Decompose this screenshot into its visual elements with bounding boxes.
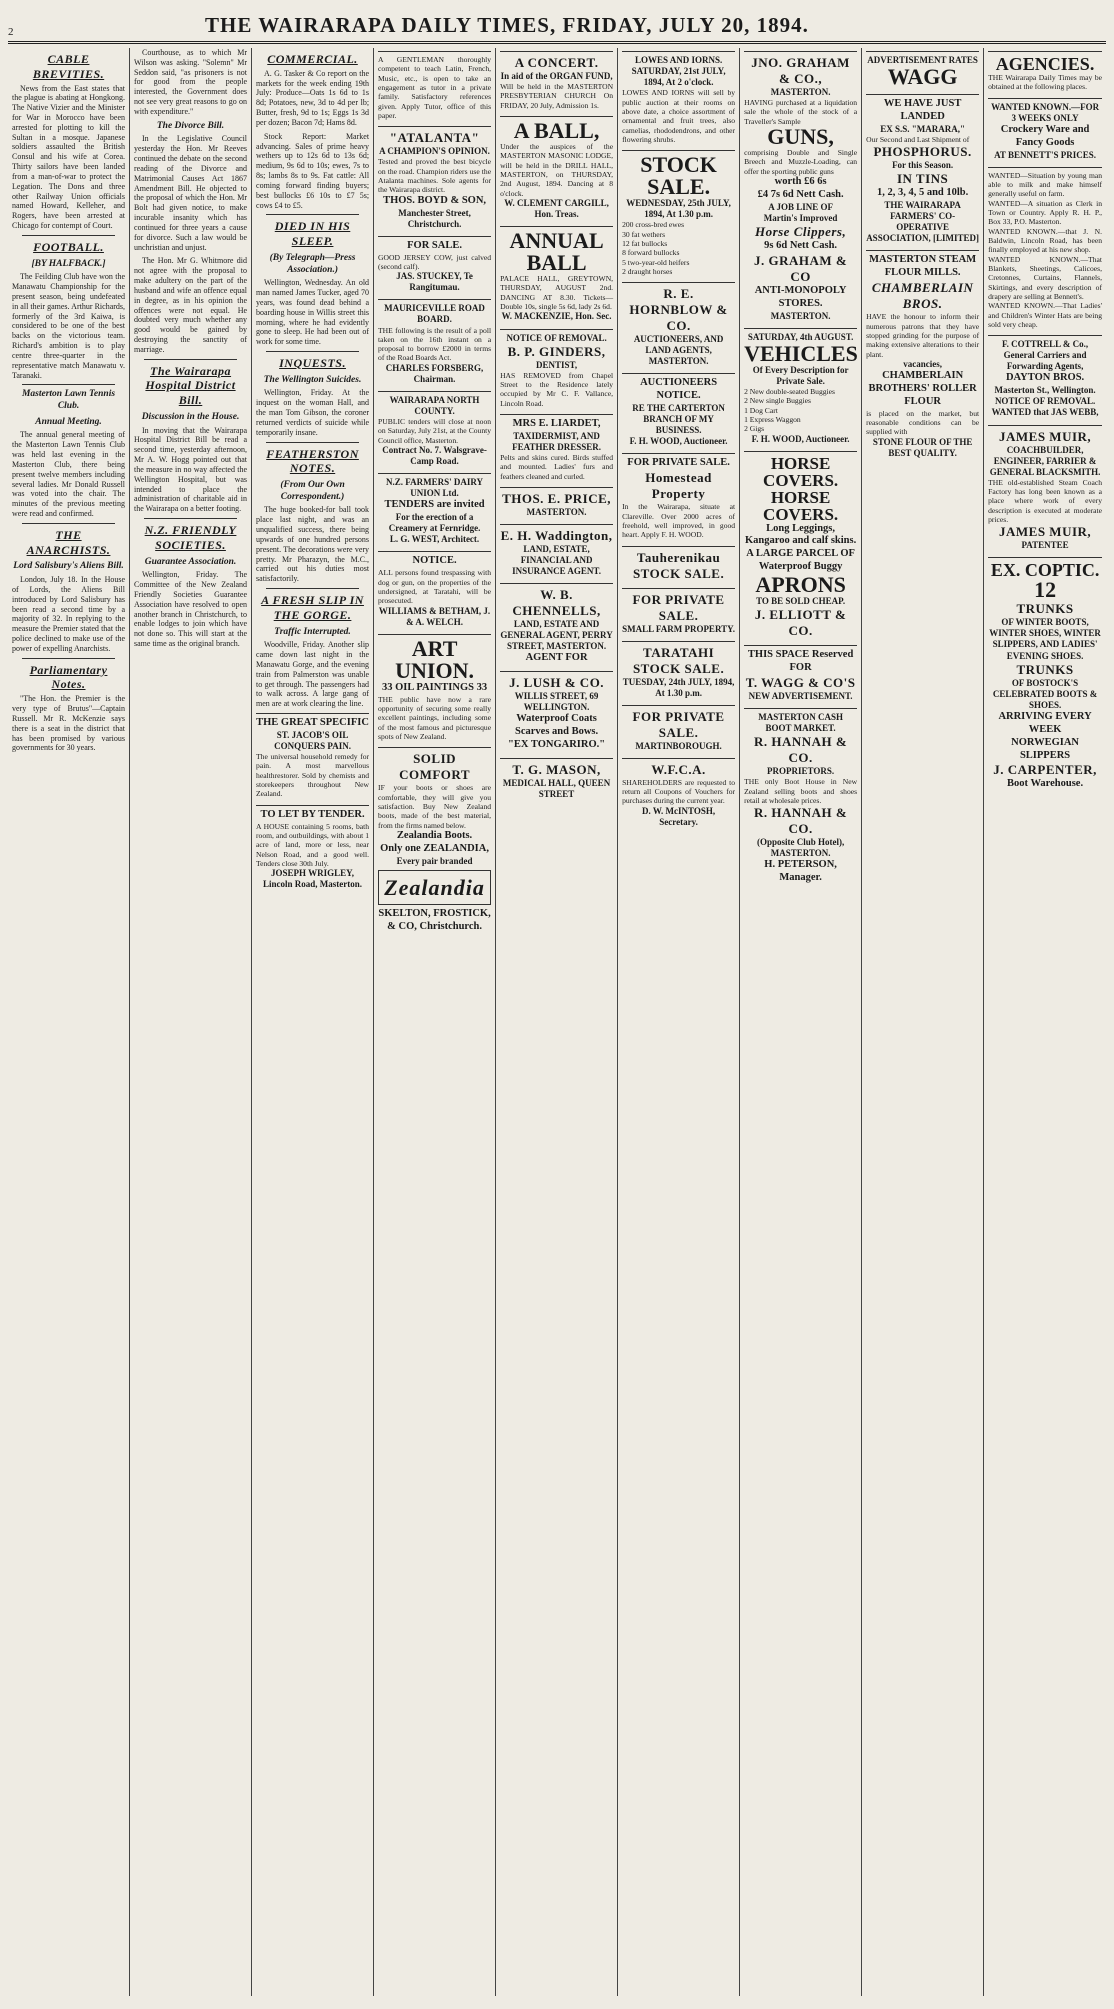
- crockery-ad: [988, 98, 1102, 164]
- zealandia-logo-text: Zealandia: [384, 874, 485, 900]
- rates-heading: ADVERTISEMENT RATES: [867, 55, 978, 65]
- wanted-item: WANTED—A situation as Clerk in Town or Country. Apply R. H. P., Box 33, P.O. Masterton.: [988, 198, 1103, 227]
- hornblow-name: R. E. HORNBLOW & CO.: [629, 286, 728, 334]
- specific-heading: THE GREAT SPECIFIC: [256, 716, 369, 728]
- list-item: 1 Dog Cart: [744, 405, 778, 415]
- phosphorus-heading: PHOSPHORUS.: [873, 144, 972, 160]
- mason-address: MEDICAL HALL, QUEEN STREET: [502, 778, 611, 800]
- road-board-heading: MAURICEVILLE ROAD BOARD.: [384, 303, 485, 325]
- carpenter-name: J. CARPENTER,: [993, 762, 1097, 778]
- chennells-ad: [500, 583, 613, 668]
- divider: [22, 235, 115, 236]
- trespass-notice-ad: [378, 551, 491, 630]
- lowes-ad: [622, 51, 735, 147]
- tauherenikau-heading: Tauherenikau STOCK SALE.: [632, 549, 725, 581]
- waterproof-buggy-label: A LARGE PARCEL OF Waterproof Buggy: [746, 548, 855, 573]
- annual-ball-ad: [500, 226, 613, 325]
- died-heading: DIED IN HIS SLEEP.: [274, 219, 351, 249]
- wagg-name: T. WAGG & CO'S: [745, 675, 856, 691]
- atalanta-heading: "ATALANTA": [389, 130, 480, 146]
- wanted-item: WANTED—Situation by young man able to milk and make himself generally useful on farm.: [988, 170, 1103, 199]
- hannah-subheading: PROPRIETORS.: [767, 766, 835, 777]
- tender-text: A HOUSE containing 5 rooms, bath room, and outbuildings, with about 1 acre of land, more or less, near Nelson Road, and a good well. Tenders close 30th July.: [256, 821, 370, 868]
- muir-text: THE old-established Steam Coach Factory has long been known as a place where work of every description is executed at moderate prices.: [988, 477, 1103, 524]
- zealandia-heading: Zealandia Boots.: [396, 829, 473, 841]
- gentleman-text: A GENTLEMAN thoroughly competent to teach Latin, French, Music, etc., is open to take an engagement as tutor in a private family. Satisfactory references given. Apply Tutor, office of this paper.: [378, 55, 492, 120]
- tongariro-label: "EX TONGARIRO.": [508, 739, 606, 751]
- contract-label: Contract No. 7. Walsgrave-Camp Road.: [382, 445, 487, 467]
- homestead-text: In the Wairarapa, situate at Clareville. Over 2000 acres of freehold, well improved, in good heart. Apply F. H. WOOD.: [622, 502, 736, 540]
- solid-comfort-ad: [378, 747, 491, 936]
- concert-text: Will be held in the MASTERTON PRESBYTERIAN CHURCH On FRIDAY, 20 July, Admission 1s.: [500, 82, 614, 110]
- landed-text: Our Second and Last Shipment of: [866, 134, 970, 144]
- scarves-label: Scarves and Bows.: [515, 726, 599, 738]
- cable-heading: CABLE BREVITIES.: [32, 52, 105, 81]
- ginders-text: HAS REMOVED from Chapel Street to the Residence lately occupied by Mr C. F. Vallance, Lincoln Road.: [500, 370, 614, 408]
- ginders-ad: [500, 329, 613, 411]
- vehicles-signature: F. H. WOOD, Auctioneer.: [751, 433, 850, 444]
- lush-address: WILLIS STREET, 69 WELLINGTON.: [514, 691, 599, 713]
- liardet-ad: [500, 414, 613, 484]
- martinborough-heading: MARTINBOROUGH.: [635, 740, 722, 751]
- taratahi-date: TUESDAY, 24th JULY, 1894, At 1.30 p.m.: [622, 676, 735, 698]
- hornblow-ad: [622, 282, 735, 370]
- page-number: 2: [8, 26, 14, 38]
- list-item: 2 Gigs: [744, 424, 765, 434]
- farmers-association: THE WAIRARAPA FARMERS' CO-OPERATIVE ASSOCIATION, [LIMITED]: [866, 200, 980, 244]
- waddington-name: E. H. Waddington,: [500, 527, 613, 543]
- inquests-subheading: The Wellington Suicides.: [263, 374, 362, 385]
- list-item: 8 forward bullocks: [622, 248, 680, 258]
- parliament-heading: Parliamentary Notes.: [29, 662, 108, 692]
- trunks-count: 12: [1034, 577, 1057, 603]
- taratahi-heading: TARATAHI STOCK SALE.: [632, 644, 725, 676]
- clippers-subheading: Martin's Improved: [763, 212, 838, 223]
- tender-signature: JOSEPH WRIGLEY, Lincoln Road, Masterton.: [263, 868, 363, 890]
- column-6: [618, 48, 740, 1996]
- trunks-subheading-2: OF BOSTOCK'S CELEBRATED BOOTS & SHOES.: [992, 677, 1098, 710]
- cottrell-ad: [988, 335, 1102, 421]
- tenders-subheading: For the erection of a Creamery at Fernridge.: [388, 512, 481, 534]
- auction-notice-heading: AUCTIONEERS NOTICE.: [640, 377, 718, 402]
- list-item: 30 fat wethers: [622, 229, 666, 239]
- divider: [22, 523, 115, 524]
- wairarapa-north-ad: [378, 391, 491, 470]
- list-item: 2 New double-seated Buggies: [744, 386, 835, 396]
- atalanta-text: Tested and proved the best bicycle on the road. Champion riders use the Atalanta machines. Sole agents for the Wairarapa district.: [378, 157, 492, 195]
- featherston-text: The huge booked-for ball took place last night, and was an unqualified success, there being upwards of one hundred persons present. The decorations were very pretty. Mr Pharazyn, the M.C., carried out his duties most satisfactorily.: [256, 505, 370, 584]
- masthead: [8, 6, 1106, 44]
- private-sale-2-heading: FOR PRIVATE SALE.: [632, 591, 725, 623]
- divider: [22, 384, 115, 385]
- ginders-title: DENTIST,: [536, 359, 578, 370]
- cash-boot-ad: [744, 708, 857, 888]
- hannah-name-2: R. HANNAH & CO.: [753, 805, 848, 837]
- commercial-heading: COMMERCIAL.: [267, 52, 358, 66]
- tauherenikau-ad: [622, 546, 735, 585]
- art-union-heading: ART UNION.: [395, 635, 474, 683]
- skelton-label: SKELTON, FROSTICK, & CO, Christchurch.: [378, 907, 491, 932]
- commercial-text-2: Stock Report: Market advancing. Sales of prime heavy wethers up to 12s 6d to 13s 6d; medium, 9s 6d to 10s; ewes, 7s to 8s; lambs 8s to 9s. Fat cattle: All coming forward finding buyers; best bullocks £6 10s to £7 5s; cows £4 to £5.: [256, 131, 370, 210]
- trunks-heading-2: TRUNKS: [1016, 661, 1074, 677]
- taratahi-ad: [622, 641, 735, 702]
- annual-ball-signature: W. MACKENZIE, Hon. Sec.: [501, 311, 612, 322]
- gorge-subheading: Traffic Interrupted.: [274, 626, 351, 637]
- private-sale-heading: FOR PRIVATE SALE.: [627, 457, 730, 469]
- liardet-name: MRS E. LIARDET,: [512, 417, 601, 429]
- landed-heading: WE HAVE JUST LANDED: [883, 98, 962, 122]
- wfca-heading: W.F.C.A.: [651, 761, 706, 777]
- atalanta-ad: [378, 126, 491, 232]
- column-9: [984, 48, 1106, 1996]
- friendly-text: Wellington, Friday. The Committee of the New Zealand Friendly Societies Guarantee Association have resolved to open another branch in Christchurch, to enable lodges to join which have not done so. This will start at the same time as the original branch.: [134, 570, 248, 649]
- coptic-ad: [988, 557, 1102, 794]
- divider: [266, 588, 359, 589]
- wfca-ad: [622, 758, 735, 831]
- lush-name: J. LUSH & CO.: [509, 675, 605, 691]
- gorge-heading: A FRESH SLIP IN THE GORGE.: [261, 593, 364, 622]
- chamberlain-text: HAVE the honour to inform their numerous patrons that they have stopped grinding for the purpose of making extensive alterations to their plant.: [866, 312, 980, 359]
- football-text: The Feilding Club have won the Manawatu Championship for the present season, being undefeated in all their games. Arthur Richards, formerly of the 3rd Kaiwa, is considered to be one of the best backs on the victorious team. Richard's ambition is to play centre three-quarter in the representative match Manawatu v. Taranaki.: [12, 272, 126, 380]
- liardet-text: Pelts and skins cured. Birds stuffed and mounted. Ladies' furs and feathers cleaned and curled.: [500, 452, 614, 481]
- cable-text: News from the East states that the plague is abating at Hongkong. The Native Vizier and the Minister for War in Morocco have been arrested for plotting to kill the Sultan in a mosque. Japanese soldiers assaulted the British Consul and his wife at Corea. Thirty sailors have been landed from a man-of-war to protect the Legation. The Dons and three other Railway Union officials named Howard, Kelleher, and Rogers, have been arrested at Chicago for contempt of Court.: [12, 83, 126, 231]
- for-sale-text: GOOD JERSEY COW, just calved (second calf).: [378, 252, 492, 271]
- concert-ad: [500, 51, 613, 113]
- ball-text: Under the auspices of the MASTERTON MASONIC LODGE, will be held in the DRILL HALL, MASTERTON, on THURSDAY, 2nd August, 1894. Dancing at 8 o'clock.: [500, 142, 614, 198]
- divider: [22, 658, 115, 659]
- wfca-text: SHAREHOLDERS are requested to return all Coupons of Vouchers for purchases during the current year.: [622, 777, 736, 806]
- dairy-heading: N.Z. FARMERS' DAIRY UNION Ltd.: [386, 477, 484, 499]
- hannah-address: (Opposite Club Hotel), MASTERTON.: [756, 837, 845, 859]
- chamberlain-heading: CHAMBERLAIN BROS.: [871, 280, 974, 312]
- trunks-subheading: OF WINTER BOOTS, WINTER SHOES, WINTER SLIPPERS, AND LADIES' EVENING SHOES.: [989, 617, 1101, 661]
- peterson-label: H. PETERSON, Manager.: [764, 859, 837, 884]
- zealandia-logo: [378, 870, 491, 905]
- lowes-heading: LOWES AND IORNS.: [634, 55, 723, 65]
- tins-sizes: 1, 2, 3, 4, 5 and 10lb.: [876, 187, 969, 199]
- phosphorus-ad: [866, 94, 979, 247]
- phosphorus-subheading: For this Season.: [892, 160, 954, 171]
- guns-heading: GUNS,: [767, 124, 834, 150]
- crockery-heading: Crockery Ware and Fancy Goods: [1000, 123, 1090, 148]
- agencies-text: THE Wairarapa Daily Times may be obtained at the following places.: [988, 73, 1103, 92]
- graham-ad: [744, 51, 857, 325]
- tins-heading: IN TINS: [896, 171, 949, 187]
- hannah-name: R. HANNAH & CO.: [753, 734, 848, 766]
- featherston-heading: FEATHERSTON NOTES.: [266, 446, 359, 476]
- homestead-heading: Homestead Property: [645, 470, 712, 502]
- wanted-heading: WANTED KNOWN.—FOR 3 WEEKS ONLY: [991, 101, 1100, 123]
- aprons-subheading: TO BE SOLD CHEAP.: [756, 596, 846, 607]
- gorge-text: Woodville, Friday. Another slip came down last night in the Manawatu Gorge, and the evening train from Palmerston was unable to get through. The passengers had to walk across. A large gang of men are at work clearing the line.: [256, 640, 370, 709]
- ginders-name: B. P. GINDERS,: [507, 343, 606, 359]
- for-sale-heading: FOR SALE.: [407, 239, 462, 251]
- columns: [8, 48, 1106, 1996]
- notice-signature: WILLIAMS & BETHAM, J. & A. WELCH.: [378, 605, 491, 627]
- notice-heading: NOTICE.: [412, 555, 457, 567]
- coptic-heading: EX. COPTIC.: [990, 560, 1100, 581]
- graham-place: MASTERTON.: [770, 86, 831, 97]
- hannah-text: THE only Boot House in New Zealand selling boots and shoes retail at wholesale prices.: [744, 777, 858, 805]
- tenders-signature: L. G. WEST, Architect.: [389, 534, 480, 545]
- column-1: [8, 48, 130, 1996]
- died-subheading: (By Telegraph—Press Association.): [269, 252, 356, 275]
- boyd-heading: THOS. BOYD & SON,: [383, 194, 487, 206]
- removal-heading: NOTICE OF REMOVAL.: [506, 332, 607, 343]
- vehicles-ad: [744, 328, 857, 448]
- price-name: THOS. E. PRICE,: [502, 490, 612, 506]
- tennis-heading: Masterton Lawn Tennis Club.: [21, 389, 116, 412]
- column-8: [862, 48, 984, 1996]
- list-item: 2 New single Buggies: [744, 396, 811, 406]
- annual-ball-heading: ANNUAL BALL: [509, 228, 604, 276]
- agencies-ad: [988, 51, 1102, 95]
- specific-ad: [256, 713, 369, 802]
- homestead-ad: [622, 453, 735, 542]
- wanted-item: WANTED KNOWN.—That Ladies' and Children's Winter Hats are being sold very cheap.: [988, 301, 1103, 329]
- every-pair-label: Every pair branded: [396, 855, 473, 866]
- wagg-logo: WAGG: [887, 64, 958, 90]
- wanted-item: WANTED KNOWN.—That Blankets, Sheetings, Calicoes, Cretonnes, Curtains, Flannels, Skirtings, and every description of drapery are selling at Bennett's.: [988, 254, 1103, 301]
- commercial-text: A. G. Tasker & Co report on the markets for the week ending 19th July: Produce—Oats 1s 6d to 1s 8d; Potatoes, new, 3d to 4d per lb; Butter, fresh, 9d to 1s; Eggs 1s 3d per dozen; Bacon 7d; Hams 8d.: [256, 68, 370, 127]
- vehicles-list: [744, 387, 857, 434]
- nett-price: £4 7s 6d Nett Cash.: [757, 188, 844, 200]
- norwegian-label: NORWEGIAN SLIPPERS: [1011, 736, 1080, 761]
- muir-title: COACHBUILDER, ENGINEER, FARRIER & GENERAL BLACKSMITH.: [989, 444, 1101, 477]
- trunks-heading: TRUNKS: [1016, 601, 1074, 617]
- list-item: 200 cross-bred ewes: [622, 220, 685, 230]
- lush-ad: [500, 671, 613, 755]
- auction-notice-signature: F. H. WOOD, Auctioneer.: [629, 436, 728, 447]
- ball-signature: W. CLEMENT CARGILL, Hon. Treas.: [504, 198, 609, 220]
- carpenter-subheading: Boot Warehouse.: [1007, 778, 1084, 790]
- lowes-date: SATURDAY, 21st JULY, 1894, At 2 o'clock.: [631, 66, 726, 88]
- reserved-label: THIS SPACE Reserved FOR: [747, 649, 854, 674]
- newspaper-title: THE WAIRARAPA DAILY TIMES, FRIDAY, JULY 20, 1894.: [205, 13, 809, 37]
- divorce-text-2: The Hon. Mr G. Whitmore did not agree with the proposal to make adultery on the part of the husband and wife an offence equal in degree, as in his opinion the offences were not equal. He doubted very much whether any good would be gained by destroying the sanctity of marriage.: [134, 256, 248, 354]
- wanted-item: WANTED KNOWN.—that J. N. Baldwin, Lincoln Road, has been finally employed at his new shop.: [988, 226, 1103, 255]
- hospital-subheading: Discussion in the House.: [141, 411, 240, 422]
- graham-name-2: J. GRAHAM & CO: [753, 252, 848, 284]
- art-union-ad: [378, 634, 491, 745]
- tennis-subheading: Annual Meeting.: [35, 416, 102, 427]
- road-board-text: THE following is the result of a poll taken on the 16th instant on a proposal to borrow £2000 in terms of the Road Boards Act.: [378, 325, 492, 363]
- mason-name: T. G. MASON,: [512, 762, 601, 778]
- arriving-label: ARRIVING EVERY WEEK: [998, 710, 1092, 735]
- private-sale-3-heading: FOR PRIVATE SALE.: [632, 708, 725, 740]
- tennis-text: The annual general meeting of the Masterton Lawn Tennis Club was held last evening in the Masterton Club, there being present twelve members including several ladies. Mr Donald Russell was voted into the chair. The minutes of the previous meeting were read and confirmed.: [12, 430, 126, 519]
- wagg-subheading: NEW ADVERTISEMENT.: [748, 691, 853, 702]
- wairarapa-north-text: PUBLIC tenders will close at noon on Saturday, July 21st, at the County Council office, Masterton.: [378, 417, 492, 445]
- landed-subheading: EX S.S. "MARARA,": [880, 123, 965, 134]
- vehicles-date: SATURDAY, 4th AUGUST.: [747, 331, 854, 342]
- football-byline: [BY HALFBACK.]: [31, 258, 106, 269]
- notice-text: ALL persons found trespassing with dog or gun, on the properties of the undersigned, at Taratahi, will be prosecuted.: [378, 568, 492, 606]
- vacancies-label: vacancies,: [903, 358, 942, 369]
- dayton-address: Masterton St., Wellington.: [994, 385, 1096, 396]
- jersey-cow-ad: [378, 236, 491, 297]
- steam-mills-heading: MASTERTON STEAM FLOUR MILLS.: [869, 254, 977, 279]
- column-7: [740, 48, 862, 1996]
- webb-label: WANTED that JAS WEBB,: [991, 407, 1099, 418]
- chennells-agent: AGENT FOR: [525, 652, 588, 664]
- stock-sale-heading: STOCK SALE.: [640, 152, 717, 200]
- worth-label: worth £6 6s: [774, 176, 827, 187]
- lowes-text: LOWES AND IORNS will sell by public auction at their rooms on above date, a choice assortment of ornamental and fruit trees, also camelias, rhododendrons, and other flowering shrubs.: [622, 88, 736, 144]
- small-farm-ad: [622, 588, 735, 638]
- column-3: [252, 48, 374, 1996]
- muir-name-2: JAMES MUIR,: [998, 524, 1092, 540]
- hospital-heading: The Wairarapa Hospital District Bill.: [145, 363, 236, 408]
- road-board-ad: [378, 299, 491, 388]
- concert-subheading: In aid of the ORGAN FUND,: [500, 70, 613, 81]
- football-heading: FOOTBALL.: [33, 239, 104, 254]
- concert-heading: A CONCERT.: [514, 55, 599, 70]
- boyd-address: Manchester Street, Christchurch.: [398, 207, 471, 229]
- column-2: [130, 48, 252, 1996]
- stock-sale-ad: [622, 150, 735, 279]
- featherston-subheading: (From Our Own Correspondent.): [280, 480, 345, 502]
- for-sale-signature: JAS. STUCKEY, Te Rangitumau.: [396, 271, 473, 293]
- guns-text: comprising Double and Single Breech and Muzzle-Loading, can offer the sporting public guns: [744, 148, 858, 176]
- rates-ad: [866, 51, 979, 91]
- specific-subheading: ST. JACOB'S OIL CONQUERS PAIN.: [274, 729, 351, 751]
- stock-items: [622, 220, 735, 276]
- aprons-heading: APRONS: [755, 572, 846, 598]
- divider: [144, 359, 237, 360]
- friendly-subheading: Guarantee Association.: [144, 556, 237, 567]
- gentleman-ad: [378, 51, 491, 123]
- tender-heading: TO LET BY TENDER.: [260, 808, 365, 820]
- list-item: 12 fat bullocks: [622, 238, 668, 248]
- crockery-subheading: AT BENNETT'S PRICES.: [994, 149, 1097, 160]
- removal-notice: NOTICE OF REMOVAL.: [994, 396, 1096, 407]
- list-item: 2 draught horses: [622, 266, 673, 276]
- graham-text: HAVING purchased at a liquidation sale the whole of the stock of a Traveller's Sample: [744, 98, 858, 126]
- auctioneers-notice-ad: [622, 373, 735, 450]
- inquests-heading: INQUESTS.: [279, 355, 346, 370]
- anarchists-subheading: Lord Salisbury's Aliens Bill.: [13, 561, 124, 572]
- tenders-heading: TENDERS are invited: [384, 499, 485, 511]
- vehicles-subheading: Of Every Description for Private Sale.: [752, 364, 849, 386]
- price-place: MASTERTON.: [526, 506, 587, 517]
- anti-monopoly-place: MASTERTON.: [770, 310, 831, 321]
- anarchists-heading: THE ANARCHISTS.: [26, 527, 111, 557]
- horse-covers-ad: [744, 451, 857, 643]
- hospital-text: In moving that the Wairarapa Hospital District Bill be read a second time, yesterday afternoon, Mr A. W. Hogg pointed out that the measure in no way affected the Wellington Hospital, but was intended to place the administration of charitable aid in the Wairarapa on a better footing.: [134, 425, 248, 514]
- agencies-heading: AGENCIES.: [995, 54, 1095, 74]
- horse-covers-heading: HORSE COVERS.: [763, 453, 839, 490]
- courthouse-text: Courthouse, as to which Mr Wilson was asking. "Solemn" Mr Seddon said, "as prisoners is not for good from the people interested, the Government does not see very great reasons to go on with expenditure.": [134, 48, 248, 116]
- roller-flour-text: is placed on the market, but reasonable conditions can be supplied with: [866, 408, 980, 437]
- muir-ad: [988, 425, 1102, 555]
- price-ad: [500, 487, 613, 521]
- art-union-text: THE public have now a rare opportunity of securing some really excellent paintings, including some of the most famous and picturesque spots of New Zealand.: [378, 694, 492, 741]
- annual-ball-text: PALACE HALL, GREYTOWN, THURSDAY, AUGUST 2nd. DANCING AT 8.30. Tickets—Double 10s, single 5s 6d, lady 2s 6d.: [500, 274, 614, 312]
- divorce-heading: The Divorce Bill.: [156, 120, 225, 131]
- friendly-heading: N.Z. FRIENDLY SOCIETIES.: [144, 523, 237, 552]
- divider: [266, 214, 359, 215]
- divider: [144, 518, 237, 519]
- solid-comfort-text: IF your boots or shoes are comfortable, they will give you satisfaction. Buy New Zealand boots, made of the best material, from the firms named below.: [378, 783, 492, 830]
- died-text: Wellington, Wednesday. An old man named James Tucker, aged 70 years, was found dead behind a boarding house in Willis street this morning, where he had evidently gone to sleep. He had been out of work for some time.: [256, 278, 370, 347]
- solid-comfort-heading: SOLID COMFORT: [399, 751, 471, 783]
- leggings-label: Long Leggings, Kangaroo and calf skins.: [744, 522, 857, 547]
- wairarapa-north-heading: WAIRARAPA NORTH COUNTY.: [389, 394, 480, 416]
- zealandia-subheading: Only one ZEALANDIA,: [380, 842, 489, 854]
- art-union-subheading: 33 OIL PAINTINGS 33: [381, 681, 488, 693]
- graham-name: JNO. GRAHAM & CO.,: [751, 55, 850, 86]
- hornblow-title: AUCTIONEERS, AND LAND AGENTS, MASTERTON.: [633, 334, 724, 367]
- horse-covers-heading-2: HORSE COVERS.: [763, 487, 839, 524]
- ball-ad: [500, 116, 613, 223]
- cottrell-heading: F. COTTRELL & Co., General Carriers and Forwarding Agents,: [1001, 339, 1089, 372]
- cash-boot-heading: MASTERTON CASH BOOT MARKET.: [758, 712, 843, 734]
- clippers-price: 9s 6d Nett Cash.: [764, 239, 838, 251]
- wfca-signature: D. W. McINTOSH, Secretary.: [642, 805, 716, 827]
- flour-mills-ad: [866, 250, 979, 461]
- column-4: [374, 48, 496, 1996]
- parliament-text: "The Hon. the Premier is the very type of Brutus"—Captain Russell. Mr R. McKenzie says there is a seat in the district that has been promised by various governments for 30 years.: [12, 694, 126, 753]
- waddington-ad: [500, 524, 613, 580]
- tender-ad: [256, 805, 369, 894]
- roller-flour-heading: CHAMBERLAIN BROTHERS' ROLLER FLOUR: [868, 369, 977, 407]
- divorce-text: In the Legislative Council yesterday the Hon. Mr Reeves continued the debate on the second reading of the Divorce and Matrimonial Causes Act 1867 Amendment Bill. He objected to the proposal of which the Hon. Mr Bolt had given notice, to make incurable insanity which has continued for three years a cause for divorce. Such a law would be unchristian and unjust.: [134, 134, 248, 252]
- chennells-name: W. B. CHENNELLS,: [512, 587, 601, 619]
- divider: [266, 351, 359, 352]
- chennells-title: LAND, ESTATE AND GENERAL AGENT, PERRY STREET, MASTERTON.: [500, 619, 613, 652]
- column-5: [496, 48, 618, 1996]
- private-sale-3-ad: [622, 705, 735, 755]
- mason-ad: [500, 758, 613, 803]
- stock-sale-date: WEDNESDAY, 25th JULY, 1894, At 1.30 p.m.: [626, 198, 731, 220]
- waterproof-label: Waterproof Coats: [516, 713, 597, 725]
- divider: [266, 442, 359, 443]
- inquests-text: Wellington, Friday. At the inquest on the woman Hall, and the man Tom Gibson, the coroner returned verdicts of suicide while temporarily insane.: [256, 388, 370, 437]
- dairy-union-ad: [378, 473, 491, 548]
- dayton-heading: DAYTON BROS.: [1005, 372, 1085, 384]
- list-item: 1 Express Waggon: [744, 414, 801, 424]
- small-farm-heading: SMALL FARM PROPERTY.: [622, 623, 736, 634]
- stone-flour-label: STONE FLOUR OF THE BEST QUALITY.: [872, 436, 973, 458]
- ball-heading: A BALL,: [513, 118, 600, 144]
- list-item: 5 two-year-old heifers: [622, 257, 690, 267]
- clippers-heading: Horse Clippers,: [754, 223, 847, 239]
- atalanta-subheading: A CHAMPION'S OPINION.: [379, 146, 490, 157]
- elliott-name: J. ELLIOTT & CO.: [754, 607, 847, 639]
- muir-patentee: PATENTEE: [1021, 540, 1069, 551]
- muir-name: JAMES MUIR,: [998, 428, 1092, 444]
- specific-text: The universal household remedy for pain. A most marvellous healthrestorer. Sold by chemists and storekeepers throughout New Zealand.: [256, 752, 370, 799]
- anti-monopoly-heading: ANTI-MONOPOLY STORES.: [754, 284, 847, 309]
- liardet-title: TAXIDERMIST, AND FEATHER DRESSER.: [512, 430, 601, 452]
- clippers-pre: A JOB LINE OF: [768, 201, 833, 212]
- anarchists-text: London, July 18. In the House of Lords, the Aliens Bill introduced by Lord Salisbury has been read a second time by a majority of 32. In replying to the measure the Premier stated that the police declined to make use of the power of expelling Anarchists.: [12, 575, 126, 653]
- wanted-ads: [988, 167, 1102, 333]
- vehicles-heading: VEHICLES: [744, 340, 858, 366]
- waddington-title: LAND, ESTATE, FINANCIAL AND INSURANCE AGENT.: [512, 543, 601, 577]
- reserved-space-ad: [744, 645, 857, 705]
- road-board-signature: CHARLES FORSBERG, Chairman.: [385, 362, 484, 384]
- auction-notice-subheading: RE THE CARTERTON BRANCH OF MY BUSINESS.: [632, 403, 725, 436]
